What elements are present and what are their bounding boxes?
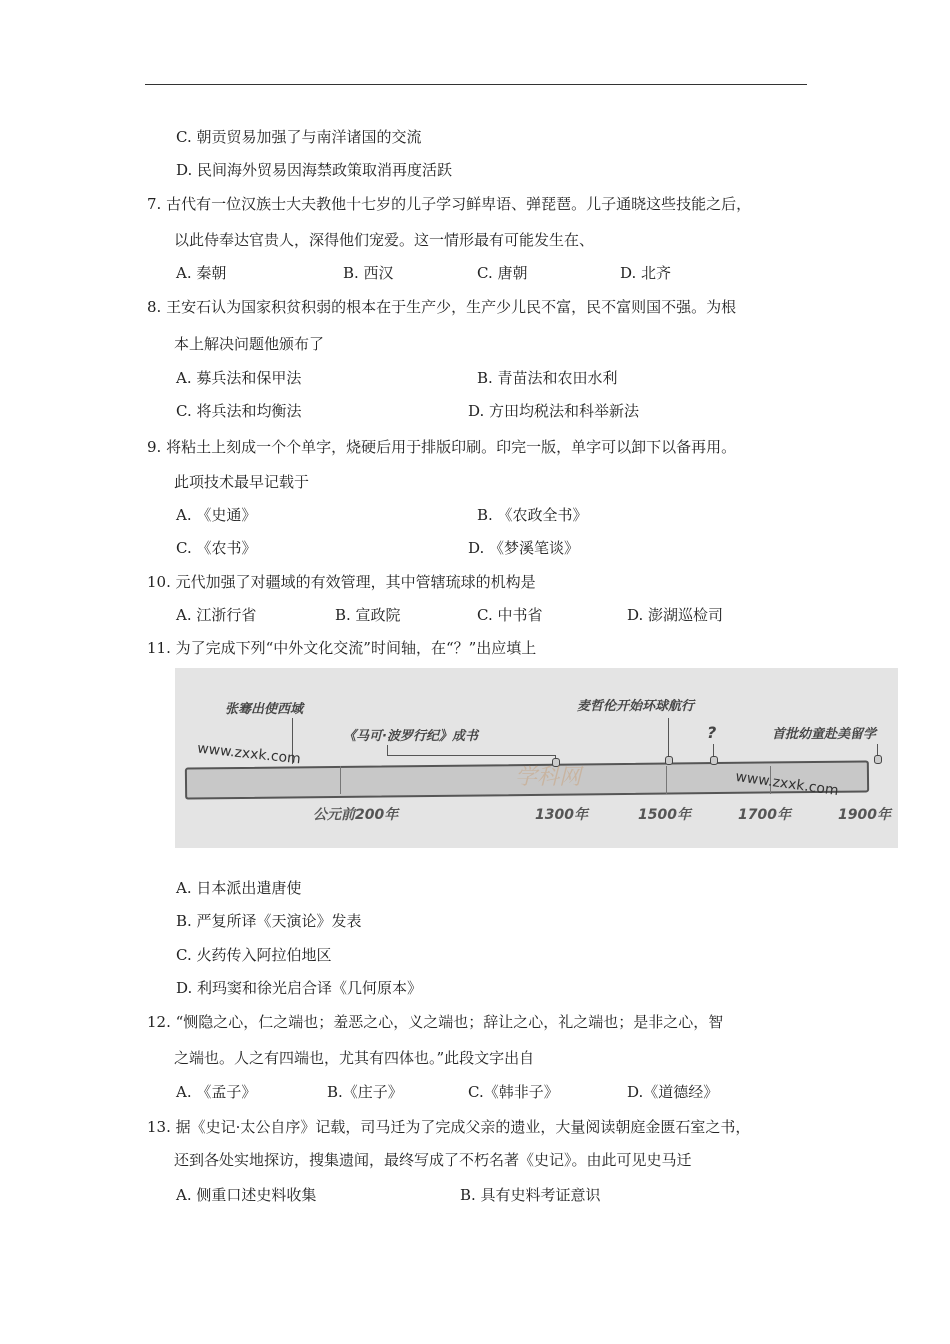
q12-option-c: C.《韩非子》 — [468, 1083, 559, 1101]
year-label: 1900年 — [838, 807, 891, 823]
q7-option-b: B. 西汉 — [343, 264, 394, 282]
year-label: 公元前200年 — [313, 807, 399, 823]
q8-stem-cont: 本上解决问题他颁布了 — [174, 335, 325, 353]
q7-stem: 7. 古代有一位汉族士大夫教他十七岁的儿子学习鲜卑语、弹琵琶。儿子通晓这些技能之后， — [147, 195, 752, 213]
event-marco-polo: 《马可·波罗行纪》成书 — [343, 729, 478, 744]
q10-option-c: C. 中书省 — [477, 606, 543, 624]
q9-stem: 9. 将粘土上刻成一个个单字，烧硬后用于排版印刷。印完一版，单字可以卸下以备再用。 — [147, 438, 737, 456]
q9-option-d: D. 《梦溪笔谈》 — [468, 539, 580, 557]
watermark-logo: 学科网 — [515, 765, 582, 790]
q7-option-c: C. 唐朝 — [477, 264, 528, 282]
q12-option-d: D.《道德经》 — [627, 1083, 719, 1101]
q11-option-b: B. 严复所译《天演论》发表 — [176, 912, 362, 930]
year-label: 1500年 — [638, 807, 691, 823]
q13-stem: 13. 据《史记·太公自序》记载，司马迁为了完成父亲的遗业，大量阅读朝庭金匮石室之书， — [147, 1118, 751, 1136]
q12-stem: 12. “恻隐之心，仁之端也；羞恶之心，义之端也；辞让之心，礼之端也；是非之心，智 — [147, 1013, 724, 1031]
q8-option-b: B. 青苗法和农田水利 — [477, 369, 618, 387]
q8-option-d: D. 方田均税法和科举新法 — [468, 402, 640, 420]
q7-option-d: D. 北齐 — [620, 264, 672, 282]
event-question-mark: ? — [707, 723, 717, 742]
q10-option-b: B. 宣政院 — [335, 606, 401, 624]
header-rule — [145, 84, 807, 85]
q13-option-a: A. 侧重口述史料收集 — [176, 1186, 317, 1204]
year-label: 1700年 — [738, 807, 791, 823]
event-first-students: 首批幼童赴美留学 — [772, 727, 877, 742]
q12-option-b: B.《庄子》 — [327, 1083, 403, 1101]
q10-stem: 10. 元代加强了对疆域的有效管理，其中管辖琉球的机构是 — [147, 573, 536, 591]
year-label: 1300年 — [535, 807, 588, 823]
q11-option-c: C. 火药传入阿拉伯地区 — [176, 946, 332, 964]
q11-stem: 11. 为了完成下列“中外文化交流”时间轴，在“？”出应填上 — [147, 639, 537, 657]
q9-option-b: B. 《农政全书》 — [477, 506, 588, 524]
q11-option-d: D. 利玛窦和徐光启合译《几何原本》 — [176, 979, 423, 997]
q7-option-a: A. 秦朝 — [176, 264, 227, 282]
q13-stem-cont: 还到各处实地探访，搜集遗闻，最终写成了不朽名著《史记》。由此可见史马迁 — [174, 1151, 692, 1169]
q10-option-a: A. 江浙行省 — [176, 606, 257, 624]
q8-option-a: A. 募兵法和保甲法 — [176, 369, 302, 387]
watermark: www.zxxk.com — [734, 768, 840, 800]
q12-stem-cont: 之端也。人之有四端也，尤其有四体也。”此段文字出自 — [174, 1049, 535, 1067]
q9-option-c: C. 《农书》 — [176, 539, 257, 557]
event-magellan: 麦哲伦开始环球航行 — [577, 699, 695, 714]
q9-option-a: A. 《史通》 — [176, 506, 257, 524]
q9-stem-cont: 此项技术最早记载于 — [174, 473, 310, 491]
q10-option-d: D. 澎湖巡检司 — [627, 606, 724, 624]
q13-option-b: B. 具有史料考证意识 — [460, 1186, 601, 1204]
event-zhangqian: 张骞出使西域 — [225, 702, 304, 717]
q8-option-c: C. 将兵法和均衡法 — [176, 402, 302, 420]
watermark: www.zxxk.com — [196, 740, 302, 768]
q6-option-c: C. 朝贡贸易加强了与南洋诸国的交流 — [176, 128, 422, 146]
timeline-figure — [175, 668, 898, 848]
q6-option-d: D. 民间海外贸易因海禁政策取消再度活跃 — [176, 161, 453, 179]
q8-stem: 8. 王安石认为国家积贫积弱的根本在于生产少，生产少儿民不富，民不富则国不强。为根 — [147, 298, 737, 316]
q7-stem-cont: 以此侍奉达官贵人，深得他们宠爱。这一情形最有可能发生在、 — [174, 231, 595, 249]
q12-option-a: A. 《孟子》 — [176, 1083, 257, 1101]
q11-option-a: A. 日本派出遣唐使 — [176, 879, 302, 897]
